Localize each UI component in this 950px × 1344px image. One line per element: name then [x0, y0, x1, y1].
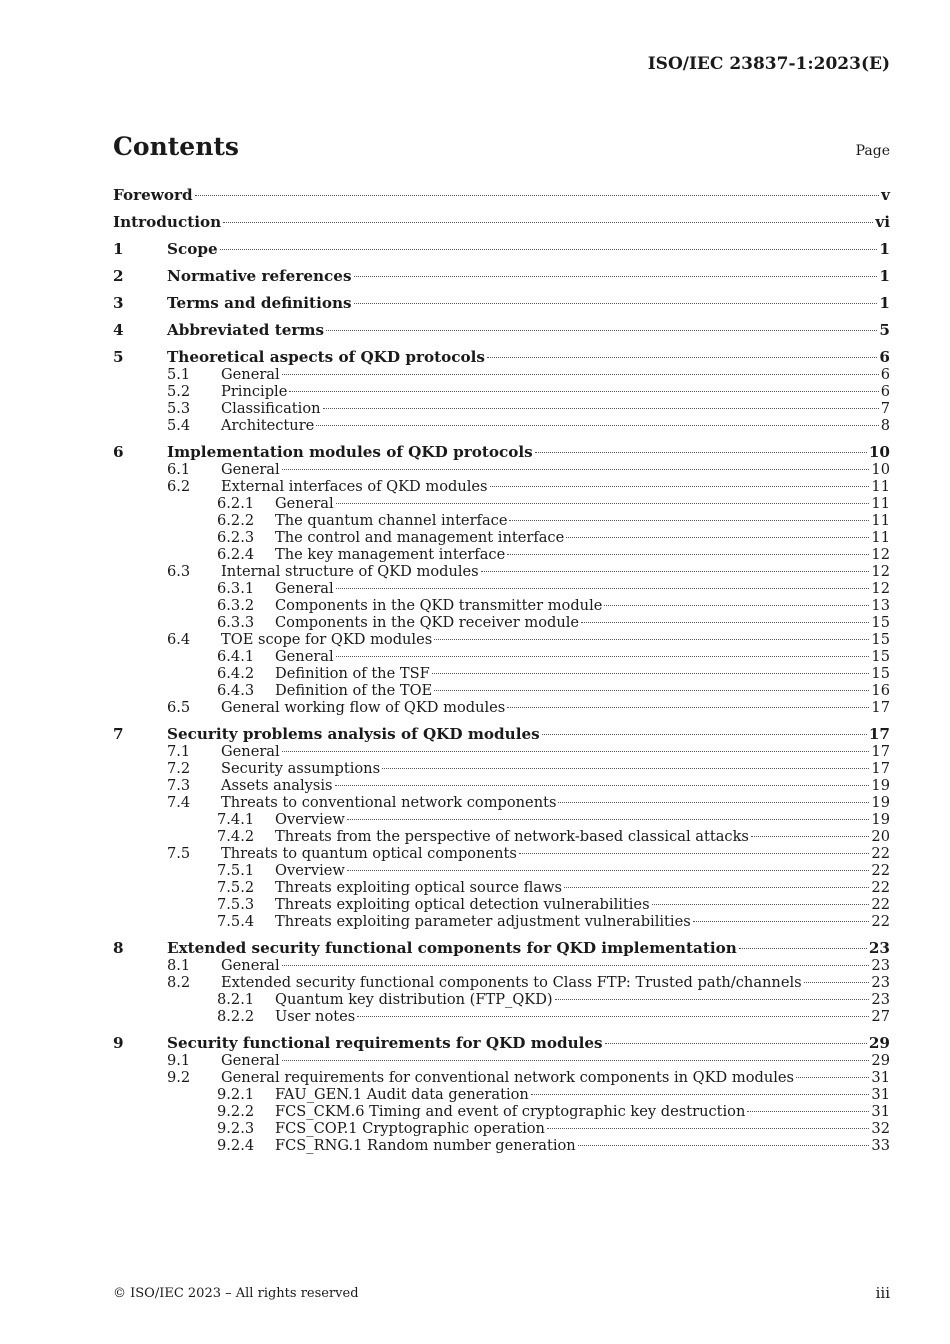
toc-entry-page: 11	[871, 495, 890, 512]
toc-entry[interactable]	[113, 348, 890, 366]
toc-entry-label: Overview	[275, 811, 345, 828]
dot-leader	[335, 785, 870, 786]
toc-entry-label: FCS_RNG.1 Random number generation	[275, 1137, 576, 1154]
toc-entry-label: Theoretical aspects of QKD protocols	[167, 348, 485, 366]
dot-leader	[581, 622, 869, 623]
dot-leader	[751, 836, 870, 837]
toc-entry-page: 33	[871, 1137, 890, 1154]
toc-entry[interactable]	[113, 495, 890, 512]
toc-entry[interactable]	[113, 939, 890, 957]
toc-entry[interactable]	[113, 896, 890, 913]
table-of-contents	[113, 186, 890, 1154]
toc-entry-label: Components in the QKD receiver module	[275, 614, 580, 631]
dot-leader	[531, 1094, 870, 1095]
toc-entry-page: 6	[880, 383, 890, 400]
toc-entry-number: 6.3.2	[217, 597, 255, 614]
toc-entry-label: FAU_GEN.1 Audit data generation	[275, 1086, 529, 1103]
toc-entry-label: Overview	[275, 862, 345, 879]
toc-entry-page: 6	[880, 366, 890, 383]
toc-entry-label: The quantum channel interface	[275, 512, 508, 529]
toc-entry[interactable]	[113, 478, 890, 495]
toc-entry-page: 17	[871, 743, 890, 760]
document-id: ISO/IEC 23837-1:2023(E)	[647, 54, 890, 74]
toc-entry-label: Definition of the TOE	[275, 682, 433, 699]
toc-entry-label: General requirements for conventional network components in QKD modules	[221, 1069, 795, 1086]
toc-entry-number: 6.1	[167, 461, 191, 478]
dot-leader	[432, 673, 870, 674]
toc-entry[interactable]	[113, 845, 890, 862]
toc-entry-label: Scope	[167, 240, 218, 258]
toc-entry[interactable]	[113, 665, 890, 682]
toc-entry-label: Threats exploiting optical detection vulnerabilities	[275, 896, 650, 913]
toc-entry-number: 6.3.1	[217, 580, 255, 597]
toc-entry-number: 8.2.1	[217, 991, 255, 1008]
toc-entry[interactable]	[113, 862, 890, 879]
toc-entry-page: 10	[868, 443, 890, 461]
dot-leader	[564, 887, 869, 888]
page-number: iii	[875, 1284, 890, 1302]
toc-entry-page: 6	[879, 348, 890, 366]
toc-entry-label: FCS_CKM.6 Timing and event of cryptographic key destruction	[275, 1103, 746, 1120]
toc-entry-label: Definition of the TSF	[275, 665, 430, 682]
toc-entry-label: Principle	[221, 383, 288, 400]
toc-entry-page: 23	[871, 991, 890, 1008]
toc-entry-label: Components in the QKD transmitter module	[275, 597, 603, 614]
toc-entry-page: 12	[871, 563, 890, 580]
toc-entry[interactable]	[113, 1137, 890, 1154]
toc-entry-page: 11	[871, 529, 890, 546]
dot-leader	[354, 276, 878, 277]
toc-entry[interactable]	[113, 366, 890, 383]
dot-leader	[223, 222, 873, 223]
toc-entry-page: 19	[871, 777, 890, 794]
toc-entry-page: 32	[871, 1120, 890, 1137]
toc-entry-label: Quantum key distribution (FTP_QKD)	[275, 991, 553, 1008]
toc-entry[interactable]	[113, 794, 890, 811]
toc-entry-number: 8.2	[167, 974, 191, 991]
toc-entry-page: 5	[879, 321, 890, 339]
toc-entry-number: 9.2.4	[217, 1137, 255, 1154]
toc-entry-page: 13	[871, 597, 890, 614]
toc-entry[interactable]	[113, 417, 890, 434]
dot-leader	[323, 408, 879, 409]
toc-entry-number: 5.3	[167, 400, 191, 417]
toc-entry-page: 31	[871, 1103, 890, 1120]
toc-entry[interactable]	[113, 321, 890, 339]
dot-leader	[604, 605, 869, 606]
toc-entry[interactable]	[113, 991, 890, 1008]
dot-leader	[739, 948, 867, 949]
toc-entry[interactable]	[113, 682, 890, 699]
toc-entry-page: 22	[871, 913, 890, 930]
toc-entry[interactable]	[113, 563, 890, 580]
dot-leader	[490, 486, 870, 487]
toc-entry-label: General	[221, 957, 280, 974]
toc-entry[interactable]	[113, 614, 890, 631]
toc-entry-number: 9.2.3	[217, 1120, 255, 1137]
toc-entry-page: 15	[871, 614, 890, 631]
toc-entry-number: 6.2.4	[217, 546, 255, 563]
toc-entry[interactable]	[113, 648, 890, 665]
toc-entry-number: 9.1	[167, 1052, 191, 1069]
dot-leader	[804, 982, 870, 983]
toc-entry[interactable]	[113, 699, 890, 716]
toc-entry-number: 6.2.3	[217, 529, 255, 546]
dot-leader	[316, 425, 878, 426]
toc-entry-page: 7	[880, 400, 890, 417]
toc-entry[interactable]	[113, 913, 890, 930]
toc-entry-number: 7.5.1	[217, 862, 255, 879]
toc-entry-page: 1	[879, 267, 890, 285]
toc-entry[interactable]	[113, 580, 890, 597]
toc-entry[interactable]	[113, 267, 890, 285]
toc-entry-number: 5.2	[167, 383, 191, 400]
dot-leader	[507, 554, 869, 555]
toc-entry-number: 9.2.2	[217, 1103, 255, 1120]
toc-entry-page: 17	[871, 699, 890, 716]
toc-entry-number: 4	[113, 321, 124, 339]
dot-leader	[487, 357, 877, 358]
toc-entry-page: 15	[871, 648, 890, 665]
toc-entry[interactable]	[113, 597, 890, 614]
toc-entry[interactable]	[113, 811, 890, 828]
dot-leader	[605, 1043, 867, 1044]
toc-entry[interactable]	[113, 974, 890, 991]
toc-entry-page: 8	[880, 417, 890, 434]
toc-entry-page: 16	[871, 682, 890, 699]
toc-entry-number: 8.2.2	[217, 1008, 255, 1025]
toc-entry[interactable]	[113, 1034, 890, 1052]
toc-entry[interactable]	[113, 879, 890, 896]
toc-entry-number: 6.4.1	[217, 648, 255, 665]
toc-entry[interactable]	[113, 443, 890, 461]
toc-entry-label: General	[221, 1052, 280, 1069]
toc-entry[interactable]	[113, 529, 890, 546]
dot-leader	[519, 853, 870, 854]
toc-entry[interactable]	[113, 777, 890, 794]
toc-entry-number: 5.1	[167, 366, 191, 383]
toc-entry[interactable]	[113, 186, 890, 204]
toc-entry-number: 7.4.1	[217, 811, 255, 828]
toc-entry[interactable]	[113, 1120, 890, 1137]
toc-entry-number: 7.4.2	[217, 828, 255, 845]
toc-entry-label: Terms and definitions	[167, 294, 352, 312]
toc-entry-label: Introduction	[113, 213, 222, 231]
toc-entry-number: 9.2	[167, 1069, 191, 1086]
toc-entry-number: 6.5	[167, 699, 191, 716]
dot-leader	[747, 1111, 869, 1112]
toc-entry-page: 12	[871, 580, 890, 597]
dot-leader	[354, 303, 878, 304]
toc-entry-page: 23	[871, 957, 890, 974]
toc-entry[interactable]	[113, 1008, 890, 1025]
toc-entry-number: 7.2	[167, 760, 191, 777]
toc-entry-number: 5.4	[167, 417, 191, 434]
toc-entry-label: Assets analysis	[221, 777, 333, 794]
dot-leader	[578, 1145, 870, 1146]
toc-entry-page: 10	[871, 461, 890, 478]
toc-entry-number: 6	[113, 443, 124, 461]
toc-entry-label: FCS_COP.1 Cryptographic operation	[275, 1120, 545, 1137]
toc-entry-label: Security functional requirements for QKD modules	[167, 1034, 603, 1052]
toc-entry-number: 6.4.2	[217, 665, 255, 682]
toc-entry[interactable]	[113, 1069, 890, 1086]
toc-entry-page: 31	[871, 1069, 890, 1086]
toc-entry-number: 6.2.2	[217, 512, 255, 529]
toc-entry[interactable]	[113, 461, 890, 478]
toc-entry-number: 7.5	[167, 845, 191, 862]
toc-entry-number: 9.2.1	[217, 1086, 255, 1103]
toc-entry-page: 23	[868, 939, 890, 957]
toc-entry-label: General	[275, 495, 334, 512]
toc-entry-page: 1	[879, 240, 890, 258]
toc-entry-number: 3	[113, 294, 124, 312]
toc-entry-page: 23	[871, 974, 890, 991]
toc-entry-number: 7.5.2	[217, 879, 255, 896]
dot-leader	[220, 249, 878, 250]
toc-entry-page: 22	[871, 896, 890, 913]
toc-entry-label: General	[275, 648, 334, 665]
dot-leader	[336, 656, 870, 657]
toc-entry-number: 6.2.1	[217, 495, 255, 512]
toc-entry-label: Normative references	[167, 267, 352, 285]
toc-entry-page: 27	[871, 1008, 890, 1025]
toc-entry-number: 6.4.3	[217, 682, 255, 699]
dot-leader	[542, 734, 867, 735]
dot-leader	[282, 1060, 870, 1061]
dot-leader	[289, 391, 878, 392]
toc-entry-label: TOE scope for QKD modules	[221, 631, 433, 648]
toc-entry-label: User notes	[275, 1008, 356, 1025]
toc-entry-number: 6.4	[167, 631, 191, 648]
toc-entry-label: Extended security functional components for QKD implementation	[167, 939, 737, 957]
dot-leader	[558, 802, 869, 803]
dot-leader	[347, 870, 870, 871]
toc-entry-page: v	[881, 186, 890, 204]
dot-leader	[434, 639, 869, 640]
toc-entry-number: 5	[113, 348, 124, 366]
toc-entry[interactable]	[113, 1086, 890, 1103]
toc-entry-label: Implementation modules of QKD protocols	[167, 443, 533, 461]
toc-entry-label: The key management interface	[275, 546, 506, 563]
toc-entry[interactable]	[113, 828, 890, 845]
dot-leader	[336, 588, 870, 589]
toc-entry-page: 17	[868, 725, 890, 743]
dot-leader	[547, 1128, 870, 1129]
dot-leader	[535, 452, 867, 453]
toc-entry-label: General	[221, 461, 280, 478]
toc-entry-number: 7.5.4	[217, 913, 255, 930]
toc-entry[interactable]	[113, 240, 890, 258]
toc-entry-page: 22	[871, 862, 890, 879]
toc-entry-page: 29	[868, 1034, 890, 1052]
toc-entry-number: 6.3	[167, 563, 191, 580]
toc-entry-number: 2	[113, 267, 124, 285]
toc-entry-label: Foreword	[113, 186, 193, 204]
dot-leader	[434, 690, 869, 691]
toc-entry-label: General	[275, 580, 334, 597]
dot-leader	[382, 768, 869, 769]
dot-leader	[282, 965, 870, 966]
dot-leader	[566, 537, 869, 538]
toc-entry-page: 15	[871, 665, 890, 682]
toc-entry[interactable]	[113, 1103, 890, 1120]
toc-entry-number: 7	[113, 725, 124, 743]
toc-entry-page: 20	[871, 828, 890, 845]
toc-entry[interactable]	[113, 400, 890, 417]
toc-entry-number: 7.3	[167, 777, 191, 794]
toc-entry-label: Threats to quantum optical components	[221, 845, 517, 862]
toc-entry-page: 22	[871, 879, 890, 896]
dot-leader	[652, 904, 870, 905]
toc-entry-page: 12	[871, 546, 890, 563]
toc-entry-page: 17	[871, 760, 890, 777]
toc-entry-label: General	[221, 366, 280, 383]
toc-entry-number: 6.2	[167, 478, 191, 495]
toc-entry[interactable]	[113, 512, 890, 529]
toc-entry-label: The control and management interface	[275, 529, 565, 546]
toc-entry[interactable]	[113, 760, 890, 777]
toc-entry-label: General working flow of QKD modules	[221, 699, 506, 716]
toc-entry-label: Extended security functional components to Class FTP: Trusted path/channels	[221, 974, 802, 991]
dot-leader	[555, 999, 870, 1000]
toc-entry[interactable]	[113, 957, 890, 974]
dot-leader	[195, 195, 880, 196]
dot-leader	[326, 330, 877, 331]
dot-leader	[336, 503, 870, 504]
dot-leader	[357, 1016, 869, 1017]
page-column-label: Page	[855, 143, 890, 159]
toc-entry-label: Security assumptions	[221, 760, 381, 777]
toc-entry-page: 15	[871, 631, 890, 648]
dot-leader	[507, 707, 869, 708]
toc-entry-number: 8	[113, 939, 124, 957]
dot-leader	[282, 374, 879, 375]
dot-leader	[796, 1077, 869, 1078]
toc-entry-number: 1	[113, 240, 124, 258]
dot-leader	[509, 520, 869, 521]
toc-entry-label: Threats from the perspective of network-based classical attacks	[275, 828, 749, 845]
toc-entry[interactable]	[113, 743, 890, 760]
dot-leader	[693, 921, 870, 922]
dot-leader	[282, 469, 870, 470]
toc-entry-label: Architecture	[221, 417, 315, 434]
toc-entry-label: Classification	[221, 400, 321, 417]
toc-entry[interactable]	[113, 213, 890, 231]
toc-entry-number: 7.5.3	[217, 896, 255, 913]
page-title: Contents	[113, 132, 240, 161]
toc-entry-page: 11	[871, 512, 890, 529]
toc-entry[interactable]	[113, 294, 890, 312]
toc-entry-label: Threats exploiting optical source flaws	[275, 879, 563, 896]
toc-entry-number: 7.4	[167, 794, 191, 811]
toc-entry-label: Threats to conventional network components	[221, 794, 557, 811]
toc-entry-label: External interfaces of QKD modules	[221, 478, 488, 495]
toc-entry-number: 9	[113, 1034, 124, 1052]
toc-entry-page: 19	[871, 811, 890, 828]
toc-entry-page: 19	[871, 794, 890, 811]
toc-entry[interactable]	[113, 383, 890, 400]
toc-entry-page: vi	[875, 213, 890, 231]
toc-entry[interactable]	[113, 725, 890, 743]
toc-entry-label: Abbreviated terms	[167, 321, 325, 339]
toc-entry-number: 7.1	[167, 743, 191, 760]
toc-entry-page: 1	[879, 294, 890, 312]
toc-entry-page: 22	[871, 845, 890, 862]
toc-entry[interactable]	[113, 1052, 890, 1069]
toc-entry[interactable]	[113, 631, 890, 648]
toc-entry-label: Threats exploiting parameter adjustment vulnerabilities	[275, 913, 691, 930]
toc-entry-number: 8.1	[167, 957, 191, 974]
toc-entry-page: 29	[871, 1052, 890, 1069]
toc-entry[interactable]	[113, 546, 890, 563]
toc-entry-label: General	[221, 743, 280, 760]
dot-leader	[347, 819, 870, 820]
dot-leader	[282, 751, 870, 752]
dot-leader	[481, 571, 870, 572]
toc-entry-page: 31	[871, 1086, 890, 1103]
toc-entry-label: Internal structure of QKD modules	[221, 563, 479, 580]
toc-entry-page: 11	[871, 478, 890, 495]
copyright-notice: © ISO/IEC 2023 – All rights reserved	[113, 1286, 359, 1301]
toc-entry-number: 6.3.3	[217, 614, 255, 631]
toc-entry-label: Security problems analysis of QKD modules	[167, 725, 540, 743]
